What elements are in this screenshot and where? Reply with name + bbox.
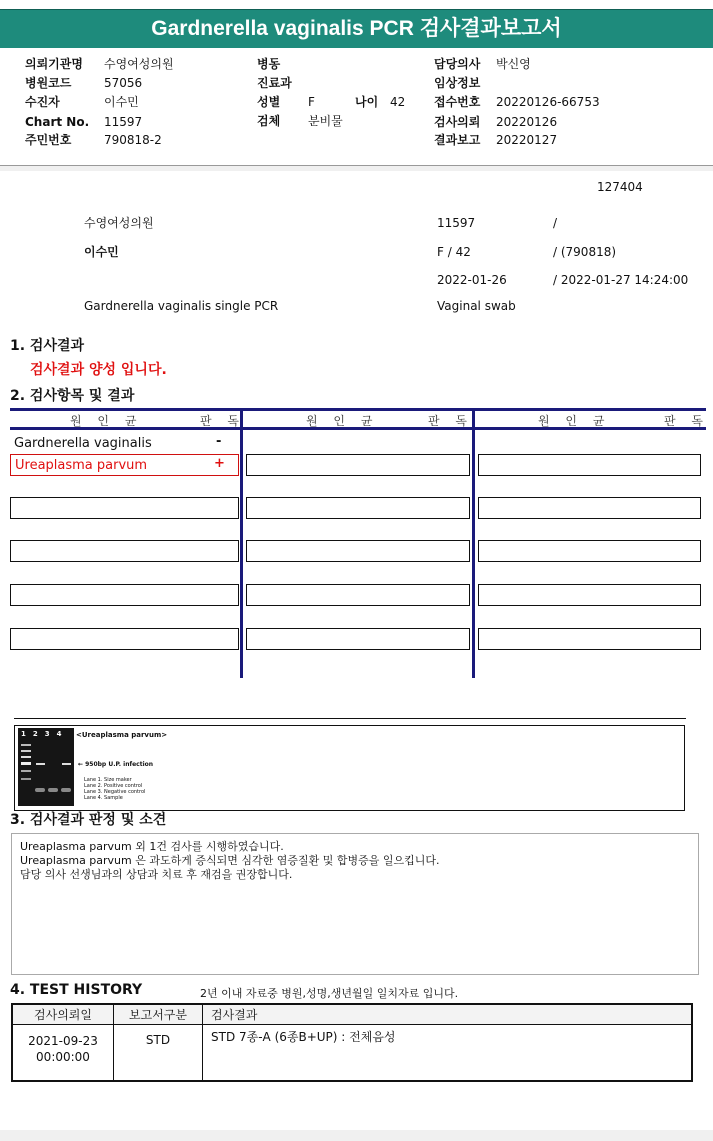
empty-cell xyxy=(10,628,239,650)
recipient-value: 이수민 xyxy=(104,95,139,109)
results-table-top-rule xyxy=(10,408,706,411)
info-request-dt: 2022-01-26 xyxy=(437,273,507,287)
col-pathogen-1: 원 인 균 xyxy=(70,414,143,428)
info-slash: / xyxy=(553,216,558,230)
section1-heading: 1. 검사결과 xyxy=(10,338,85,354)
history-col-result: 검사결과 xyxy=(203,1004,693,1025)
report-title: Gardnerella vaginalis PCR 검사결과보고서 xyxy=(0,9,713,48)
history-date-time: 00:00:00 xyxy=(36,1050,90,1064)
result-summary: 검사결과 양성 입니다. xyxy=(30,362,167,378)
info-birth: / (790818) xyxy=(553,245,617,259)
hospital-code-value: 57056 xyxy=(104,76,143,90)
col-pathogen-2: 원 인 균 xyxy=(306,414,379,428)
gel-lane-numbers xyxy=(21,730,69,738)
history-col-type: 보고서구분 xyxy=(114,1004,203,1025)
info-specimen: Vaginal swab xyxy=(437,299,516,313)
col-verdict-3: 판 독 xyxy=(664,414,709,428)
receipt-no-value: 20220126-66753 xyxy=(496,95,600,109)
ladder-band xyxy=(21,778,31,780)
request-date-label: 검사의뢰 xyxy=(434,115,481,129)
info-patient: 이수민 xyxy=(84,245,119,259)
sex-value: F xyxy=(308,95,315,109)
chart-no-value: 11597 xyxy=(104,115,143,129)
primer-dimer xyxy=(61,788,71,792)
gel-image xyxy=(18,728,74,806)
hospital-code-label: 병원코드 xyxy=(25,76,72,90)
results-table-divider-2 xyxy=(472,408,475,678)
age-value: 42 xyxy=(390,95,406,109)
findings-line: 담당 의사 선생님과의 상담과 치료 후 재검을 권장합니다. xyxy=(20,868,293,881)
section4-heading: 4. TEST HISTORY xyxy=(10,982,143,998)
empty-cell xyxy=(478,540,701,562)
ladder-band xyxy=(21,744,31,746)
chart-no-label: Chart No. xyxy=(25,115,90,129)
doctor-value: 박신영 xyxy=(496,57,531,71)
empty-cell xyxy=(478,584,701,606)
section3-heading: 3. 검사결과 판정 및 소견 xyxy=(10,812,167,828)
report-date-label: 결과보고 xyxy=(434,133,481,147)
lane-number: 3 xyxy=(44,730,57,738)
info-clinic: 수영여성의원 xyxy=(84,216,154,230)
ladder-band xyxy=(21,770,31,772)
dept-label: 진료과 xyxy=(257,76,292,90)
findings-text xyxy=(20,840,440,882)
page-footer-strip xyxy=(0,1130,713,1141)
empty-cell xyxy=(246,497,470,519)
lane-number: 1 xyxy=(21,730,33,738)
gel-legend-item: Lane 2. Positive control xyxy=(84,783,143,789)
positive-band xyxy=(36,763,45,765)
empty-cell xyxy=(246,540,470,562)
info-chart: 11597 xyxy=(437,216,476,230)
findings-line: Ureaplasma parvum 외 1건 검사를 시행하였습니다. xyxy=(20,840,284,853)
gel-band-label: ← 950bp U.P. infection xyxy=(78,761,154,768)
result-name-ureaplasma: Ureaplasma parvum xyxy=(15,458,148,473)
gel-legend-item: Lane 4. Sample xyxy=(84,795,123,801)
primer-dimer xyxy=(48,788,58,792)
request-date-value: 20220126 xyxy=(496,115,558,129)
gel-legend xyxy=(84,777,145,801)
findings-line: Ureaplasma parvum 은 과도하게 증식되면 심각한 염증질환 및 합병증을 일으킵니다. xyxy=(20,854,440,867)
col-verdict-1: 판 독 xyxy=(200,414,245,428)
sex-label: 성별 xyxy=(257,95,281,109)
col-verdict-2: 판 독 xyxy=(428,414,473,428)
lane-number: 4 xyxy=(56,730,69,738)
receipt-no-label: 접수번호 xyxy=(434,95,481,109)
info-test-name: Gardnerella vaginalis single PCR xyxy=(84,299,279,313)
ladder-band xyxy=(21,762,31,765)
history-row xyxy=(12,1025,692,1082)
doctor-label: 담당의사 xyxy=(434,57,481,71)
result-verdict-gardnerella: - xyxy=(216,434,222,449)
ward-label: 병동 xyxy=(257,57,281,71)
history-col-date: 검사의뢰일 xyxy=(12,1004,114,1025)
recipient-label: 수진자 xyxy=(25,95,60,109)
empty-cell xyxy=(478,454,701,476)
specimen-value: 분비물 xyxy=(308,114,343,128)
empty-cell xyxy=(478,497,701,519)
empty-cell xyxy=(246,454,470,476)
institution-value: 수영여성의원 xyxy=(104,57,174,71)
age-label: 나이 xyxy=(355,95,379,109)
gel-legend-item: Lane 3. Negative control xyxy=(84,789,146,795)
empty-cell xyxy=(246,628,470,650)
results-table-divider-1 xyxy=(240,408,243,678)
result-verdict-ureaplasma: + xyxy=(214,456,225,471)
history-result: STD 7종-A (6종B+UP) : 전체음성 xyxy=(203,1025,693,1082)
empty-cell xyxy=(10,540,239,562)
header-divider xyxy=(0,166,713,171)
info-sex-age: F / 42 xyxy=(437,245,471,259)
report-id: 127404 xyxy=(597,180,643,194)
empty-cell xyxy=(10,584,239,606)
gel-top-rule xyxy=(14,718,686,719)
report-date-value: 20220127 xyxy=(496,133,558,147)
specimen-label: 검체 xyxy=(257,114,281,128)
col-pathogen-3: 원 인 균 xyxy=(538,414,611,428)
history-note: 2년 이내 자료중 병원,성명,생년월일 일치자료 입니다. xyxy=(200,987,459,1000)
resident-no-value: 790818-2 xyxy=(104,133,162,147)
history-table xyxy=(11,1003,693,1082)
history-type: STD xyxy=(114,1025,203,1082)
history-date-day: 2021-09-23 xyxy=(28,1034,98,1048)
empty-cell xyxy=(246,584,470,606)
sample-band xyxy=(62,763,71,765)
clinical-info-label: 임상정보 xyxy=(434,76,481,90)
ladder-band xyxy=(21,756,31,758)
info-report-dt: / 2022-01-27 14:24:00 xyxy=(553,273,689,287)
lane-number: 2 xyxy=(32,730,45,738)
institution-label: 의뢰기관명 xyxy=(25,57,83,71)
gel-caption: <Ureaplasma parvum> xyxy=(76,731,168,739)
section2-heading: 2. 검사항목 및 결과 xyxy=(10,388,135,404)
empty-cell xyxy=(478,628,701,650)
empty-cell xyxy=(10,497,239,519)
resident-no-label: 주민번호 xyxy=(25,133,72,147)
primer-dimer xyxy=(35,788,45,792)
result-name-gardnerella: Gardnerella vaginalis xyxy=(14,436,152,451)
ladder-band xyxy=(21,750,31,752)
gel-legend-item: Lane 1. Size maker xyxy=(84,777,132,783)
history-date xyxy=(12,1025,114,1082)
